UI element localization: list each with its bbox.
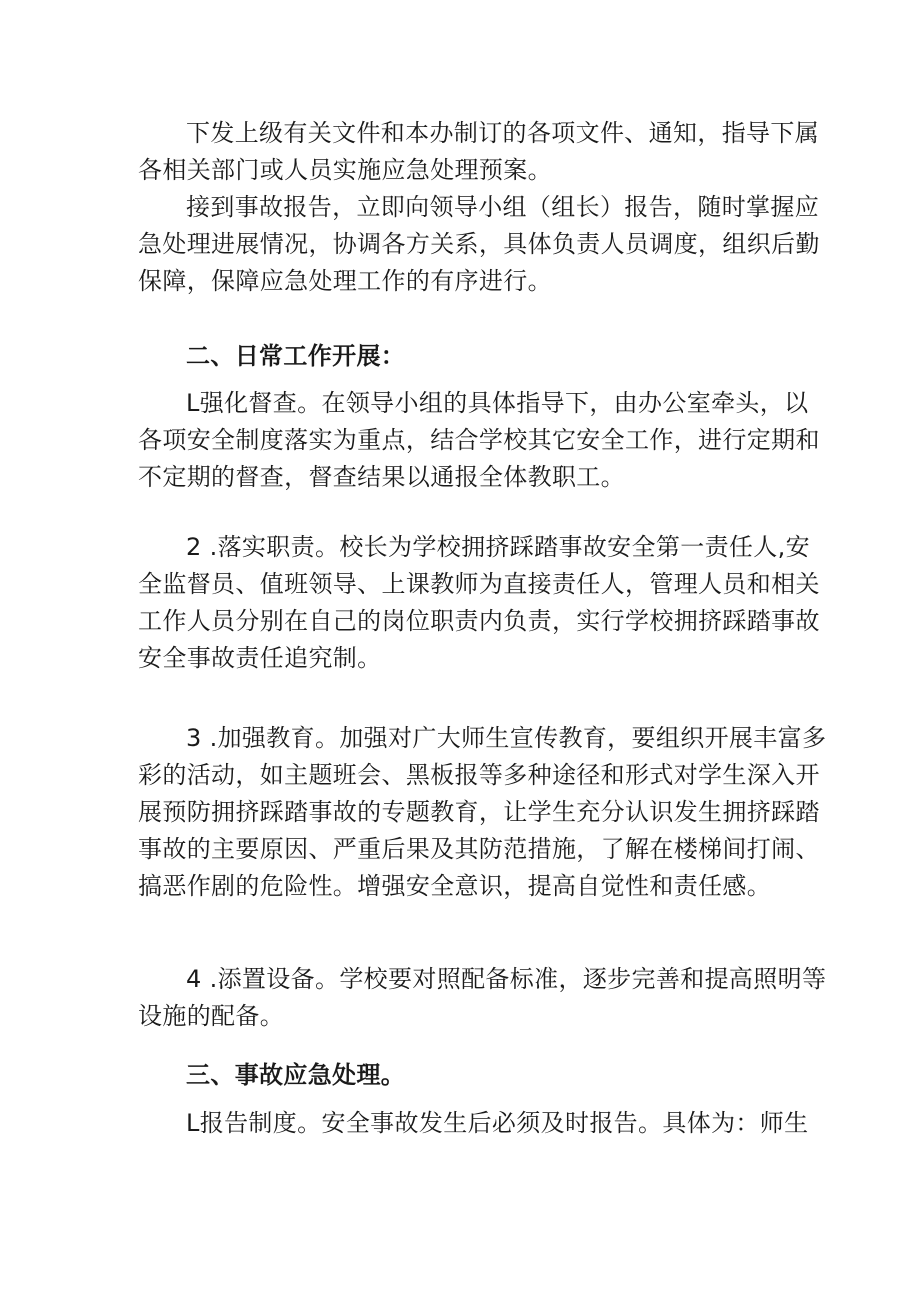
paragraph-strengthen-supervision xyxy=(138,385,820,496)
text-line: 展预防拥挤踩踏事故的专题教育，让学生充分认识发生拥挤踩踏 xyxy=(138,798,820,826)
text-line: 接到事故报告，立即向领导小组（组长）报告，随时掌握应 xyxy=(186,193,820,221)
text-line: 急处理进展情况，协调各方关系，具体负责人员调度，组织后勤 xyxy=(138,230,820,258)
text-line: 保障，保障应急处理工作的有序进行。 xyxy=(138,267,552,295)
text-line: 2 .落实职责。校长为学校拥挤踩踏事故安全第一责任人,安 xyxy=(186,533,810,561)
heading-line: 三、事故应急处理。 xyxy=(186,1061,406,1089)
paragraph-accident-report-handling xyxy=(138,189,820,300)
text-line: 设施的配备。 xyxy=(138,1002,285,1030)
text-line: L强化督查。在领导小组的具体指导下，由办公室牵头，以 xyxy=(186,389,809,417)
text-line: 不定期的督查，督查结果以通报全体教职工。 xyxy=(138,463,625,491)
text-line: 各项安全制度落实为重点，结合学校其它安全工作，进行定期和 xyxy=(138,426,820,454)
text-line: 事故的主要原因、严重后果及其防范措施，了解在楼梯间打闹、 xyxy=(138,835,820,863)
section-heading-emergency-handling xyxy=(138,1057,792,1094)
text-line: 安全事故责任追究制。 xyxy=(138,644,382,672)
paragraph-reporting-system xyxy=(138,1105,809,1142)
heading-line: 二、日常工作开展： xyxy=(186,342,406,370)
section-heading-daily-work xyxy=(138,338,792,375)
text-line: L报告制度。安全事故发生后必须及时报告。具体为：师生 xyxy=(186,1109,809,1137)
text-line: 搞恶作剧的危险性。增强安全意识，提高自觉性和责任感。 xyxy=(138,872,772,900)
text-line: 4 .添置设备。学校要对照配备标准，逐步完善和提高照明等 xyxy=(186,965,827,993)
paragraph-distribute-documents xyxy=(138,115,820,189)
paragraph-strengthen-education xyxy=(138,720,827,905)
paragraph-add-equipment xyxy=(138,961,827,1035)
text-line: 下发上级有关文件和本办制订的各项文件、通知，指导下属 xyxy=(186,119,820,147)
paragraph-implement-responsibilities xyxy=(138,529,820,677)
text-line: 彩的活动，如主题班会、黑板报等多种途径和形式对学生深入开 xyxy=(138,761,820,789)
text-line: 工作人员分别在自己的岗位职责内负责，实行学校拥挤踩踏事故 xyxy=(138,607,820,635)
text-line: 各相关部门或人员实施应急处理预案。 xyxy=(138,156,552,184)
text-line: 3 .加强教育。加强对广大师生宣传教育，要组织开展丰富多 xyxy=(186,724,827,752)
text-line: 全监督员、值班领导、上课教师为直接责任人，管理人员和相关 xyxy=(138,570,820,598)
